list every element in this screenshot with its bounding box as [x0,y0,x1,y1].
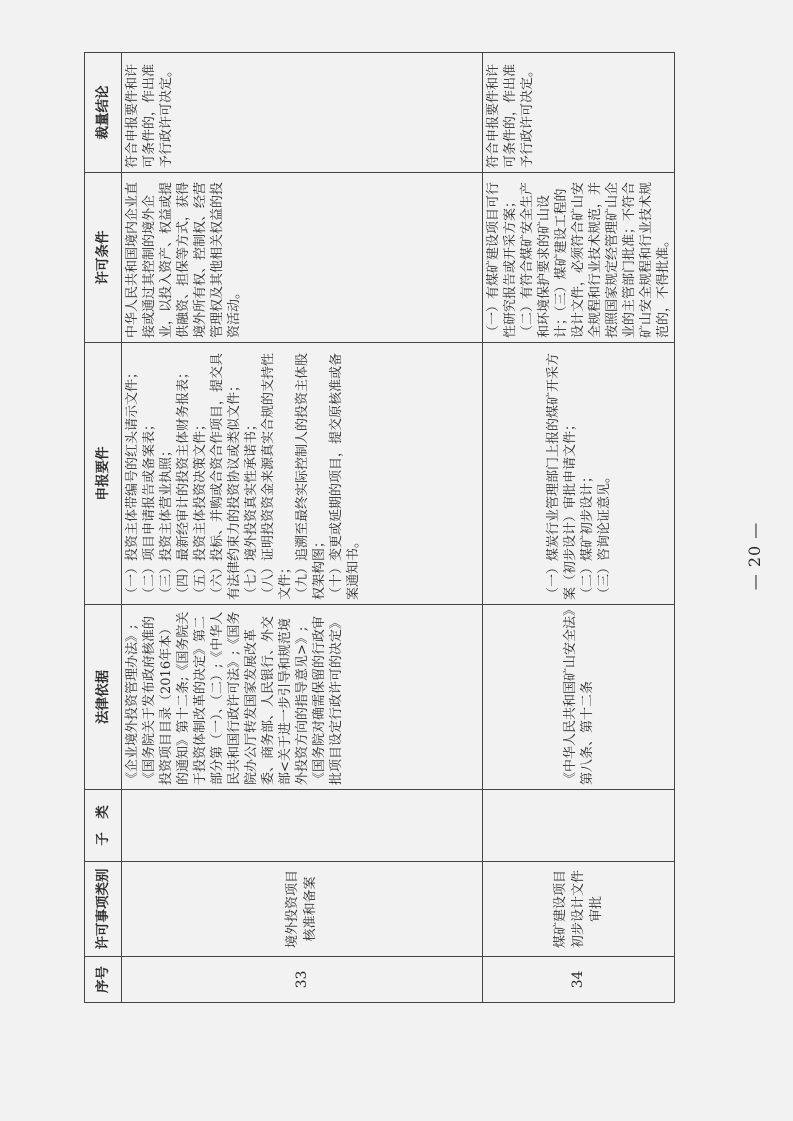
header-legal-basis: 法律依据 [85,605,122,790]
row-seq: 34 [483,957,675,1003]
header-materials: 申报要件 [85,343,122,605]
table-row [483,53,675,1003]
table-header-row [85,53,122,1003]
materials-item: （三）咨询论证意见。 [596,469,612,600]
table-row [122,53,483,1003]
row-materials [122,343,483,605]
header-subtype: 子 类 [85,790,122,862]
materials-item: （三）投资主体营业执照； [159,443,174,600]
row-subtype [122,790,483,862]
header-conditions: 许可条件 [85,173,122,343]
materials-item: （十）变更或延期的项目，提交原核准或备案通知书。 [329,352,361,600]
materials-list [545,347,613,600]
materials-item: （五）投资主体投资决策文件； [193,417,208,600]
materials-item: （六）投标、并购或合资合作项目，提交具有法律约束力的投资协议或类似文件； [210,352,242,600]
row-materials [483,343,675,605]
row-legal-basis: 《企业境外投资管理办法》;《国务院关于发布政府核准的投资项目目录（2016年本）的通知》第十二条;《国务院关于投资体制改革的决定》第二部分第（一）、（二）;《中华人民共和国行政许可法》;《国务院办公厅转发国家发展改革委、商务部、人民银行、外交部<关于进一步引导和规范境外投资方向的指导意见>》;《国务院对确需保留的行政审批项目设定行政许可的决定》 [122,605,483,790]
row-subtype [483,790,675,862]
row-category: 煤矿建设项目初步设计文件审批 [483,862,675,957]
materials-item: （八）证明投资资金来源真实合规的支持性文件； [261,352,293,600]
materials-list [124,347,362,600]
row-conclusion: 符合申报要件和许可条件的，作出准予行政许可决定。 [122,53,483,173]
materials-item: （一）煤炭行业管理部门上报的煤矿开采方案（初步设计）审批申请文件； [545,352,578,600]
header-category: 许可事项类别 [85,862,122,957]
materials-item: （七）境外投资真实性承诺书； [244,417,259,600]
row-seq: 33 [122,957,483,1003]
materials-item: （一）投资主体带编号的红头请示文件； [125,365,140,600]
materials-item: （九）追溯至最终实际控制人的投资主体股权架构图； [295,352,327,600]
materials-item: （二）煤矿初步设计； [579,469,595,600]
row-category: 境外投资项目核准和备案 [122,862,483,957]
materials-item: （四）最新经审计的投资主体财务报表； [176,365,191,600]
permit-items-table [84,52,675,1003]
row-conclusion: 符合申报要件和许可条件的，作出准予行政许可决定。 [483,53,675,173]
row-legal-basis: 《中华人民共和国矿山安全法》第八条、第十二条 [483,605,675,790]
header-conclusion: 裁量结论 [85,53,122,173]
page-number: — 20 — [745,521,764,591]
row-conditions: 中华人民共和国境内企业直接或通过其控制的境外企业，以投入资产、权益或提供融资、担保等方式，获得境外所有权、控制权、经营管理权及其他相关权益的投资活动。 [122,173,483,343]
row-conditions: （一）有煤矿建设项目可行性研究报告或开采方案；（二）有符合煤矿安全生产和环境保护要求的矿山设计；（三）煤矿建设工程的设计文件，必须符合矿山安全规程和行业技术规范，并按照国家规定经管理矿山企业的主管部门批准；不符合矿山安全规程和行业技术规范的，不得批准。 [483,173,675,343]
materials-item: （二）项目申请报告或备案表； [142,417,157,600]
header-seq: 序号 [85,957,122,1003]
